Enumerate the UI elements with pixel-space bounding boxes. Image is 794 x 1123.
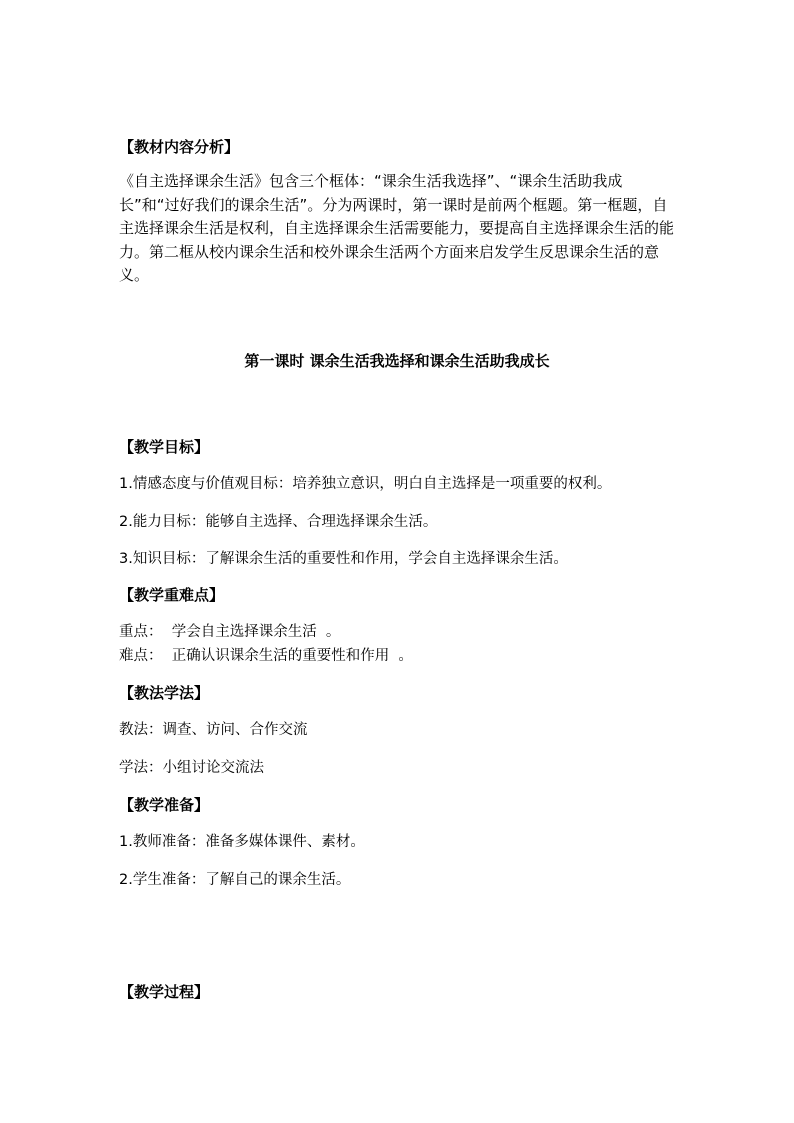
preparation-item: 2.学生准备：了解自己的课余生活。 (119, 872, 351, 888)
preparation-heading: 【教学准备】 (119, 796, 210, 814)
teaching-method-line: 教法：调查、访问、合作交流 (119, 722, 308, 738)
analysis-paragraph: 《自主选择课余生活》包含三个框体：“课余生活我选择”、“课余生活助我成长”和“过好我们的课余生活”。分为两课时，第一课时是前两个框题。第一框题，自主选择课余生活是权利，自主选择课余生活需要能力，要提高自主选择课余生活的能力。第二框从校内课余生活和校外课余生活两个方面来启发学生反思课余生活的意义。 (119, 172, 675, 284)
key-points-heading: 【教学重难点】 (119, 586, 225, 604)
objective-item: 1.情感态度与价值观目标：培养独立意识，明白自主选择是一项重要的权利。 (119, 476, 612, 492)
key-point-line: 重点： 学会自主选择课余生活 。 (119, 624, 341, 640)
objective-item: 3.知识目标：了解课余生活的重要性和作用，学会自主选择课余生活。 (119, 551, 568, 567)
learning-method-line: 学法：小组讨论交流法 (119, 760, 264, 776)
preparation-item: 1.教师准备：准备多媒体课件、素材。 (119, 834, 365, 850)
difficult-point-line: 难点： 正确认识课余生活的重要性和作用 。 (119, 648, 413, 664)
objectives-heading: 【教学目标】 (119, 438, 210, 456)
analysis-heading: 【教材内容分析】 (119, 138, 240, 156)
process-heading: 【教学过程】 (119, 983, 210, 1001)
objective-item: 2.能力目标：能够自主选择、合理选择课余生活。 (119, 514, 438, 530)
lesson-title: 第一课时 课余生活我选择和课余生活助我成长 (244, 352, 550, 370)
methods-heading: 【教法学法】 (119, 684, 210, 702)
